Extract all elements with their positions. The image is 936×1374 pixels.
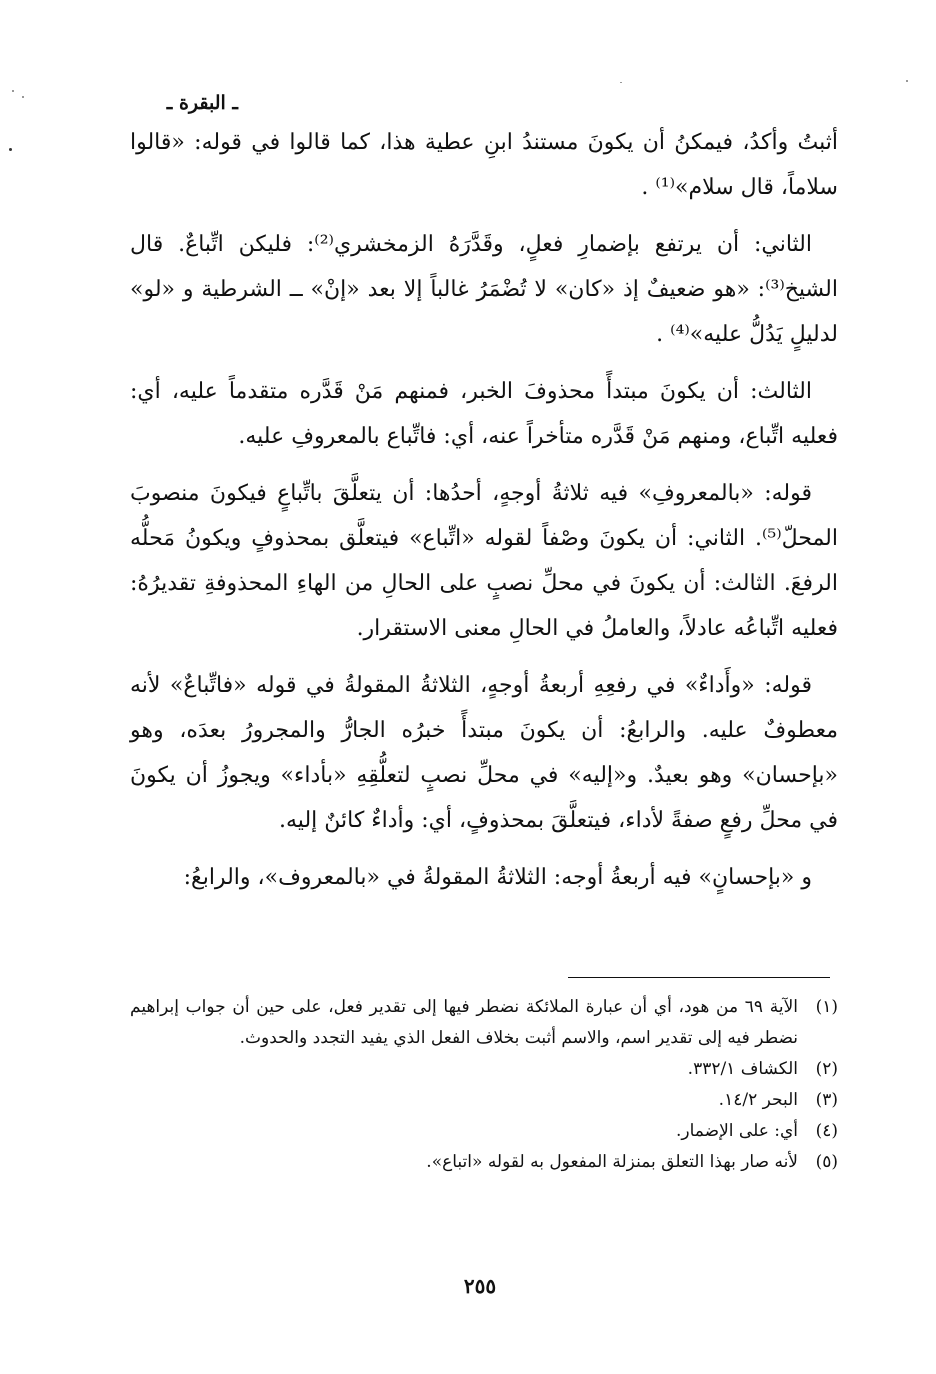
- page-number: ٢٥٥: [463, 1274, 497, 1298]
- running-header: ـ البقرة ـ: [166, 92, 238, 114]
- footnote: [130, 992, 838, 1054]
- main-text: [130, 120, 838, 912]
- footnote-number: (٥): [815, 1152, 838, 1172]
- footnote-number: (٤): [815, 1121, 838, 1141]
- footnote-number: (٢): [815, 1059, 838, 1079]
- paragraph: قوله: «بالمعروفِ» فيه ثلاثةُ أوجهٍ، أحدُها: أن يتعلَّقَ باتِّباعٍ فيكونَ منصوبَ المحلّ⁽⁵⁾. الثاني: أن يكونَ وصْفاً لقوله «اتِّباع» فيتعلَّق بمحذوفٍ ويكونُ مَحلُّه الرفعَ. الثالث: أن يكونَ في محلِّ نصبٍ على الحالِ من الهاءِ المحذوفةِ تقديرُهُ: فعليه اتِّباعُه عادلاً، والعاملُ في الحالِ معنى الاستقرار.: [130, 481, 838, 641]
- footnote-text: الآية ٦٩ من هود، أي أن عبارة الملائكة نضطر فيها إلى تقدير فعل، على حين أن جواب إبراهيم نضطر فيه إلى تقدير اسم، والاسم أثبت بخلاف الفعل الذي يفيد التجدد والحدوث.: [130, 997, 799, 1048]
- paragraph: أثبتُ وأكدُ، فيمكنُ أن يكونَ مستندُ ابنِ عطية هذا، كما قالوا في قوله: «قالوا سلاماً، قال سلام»⁽¹⁾ .: [130, 130, 838, 200]
- footnote: [130, 1147, 838, 1178]
- footnote-text: أي: على الإضمار.: [676, 1121, 798, 1141]
- footnote: [130, 1054, 838, 1085]
- footnote-text: البحر ١٤/٢.: [718, 1090, 798, 1110]
- footnotes: [130, 992, 838, 1178]
- footnote-number: (٣): [815, 1090, 838, 1110]
- footnote: [130, 1085, 838, 1116]
- paragraph: و «بإحسانٍ» فيه أربعةُ أوجه: الثلاثةُ المقولةُ في «بالمعروف»، والرابعُ:: [183, 865, 812, 890]
- footnote-text: الكشاف ٣٣٢/١.: [687, 1059, 798, 1079]
- footnote-text: لأنه صار بهذا التعلق بمنزلة المفعول به لقوله «اتباع».: [426, 1152, 798, 1172]
- footnote-separator: [568, 977, 830, 978]
- footnote: [130, 1116, 838, 1147]
- paragraph: الثاني: أن يرتفع بإضمارِ فعلٍ، وقَدَّرَهُ الزمخشري⁽²⁾: فليكن اتِّباعٌ. قال الشيخ⁽³⁾: «هو ضعيفٌ إذ «كان» لا تُضْمَرُ غالباً إلا بعد «إنْ» ــ الشرطية و «لو» لدليلٍ يَدُلُّ عليه»⁽⁴⁾ .: [130, 232, 838, 347]
- paragraph: الثالث: أن يكونَ مبتدأً محذوفَ الخبر، فمنهم مَنْ قَدَّره متقدماً عليه، أي: فعليه اتِّباع، ومنهم مَنْ قَدَّره متأخراً عنه، أي: فاتِّباع بالمعروفِ عليه.: [130, 379, 838, 449]
- footnote-number: (١): [815, 997, 838, 1017]
- paragraph: قوله: «وأَداءٌ» في رفعِهِ أربعةُ أوجهٍ، الثلاثةُ المقولةُ في قوله «فاتِّباعٌ» لأنه معطوفٌ عليه. والرابعُ: أن يكونَ مبتدأً خبرُه الجارُّ والمجرورُ بعدَه، وهو «بإحسان» وهو بعيدٌ. و«إليه» في محلِّ نصبٍ لتعلُّقِهِ «بأداء» ويجوزُ أن يكونَ في محلِّ رفعٍ صفةً لأداء، فيتعلَّقَ بمحذوفٍ، أي: وأداءٌ كائنٌ إليه.: [130, 673, 838, 833]
